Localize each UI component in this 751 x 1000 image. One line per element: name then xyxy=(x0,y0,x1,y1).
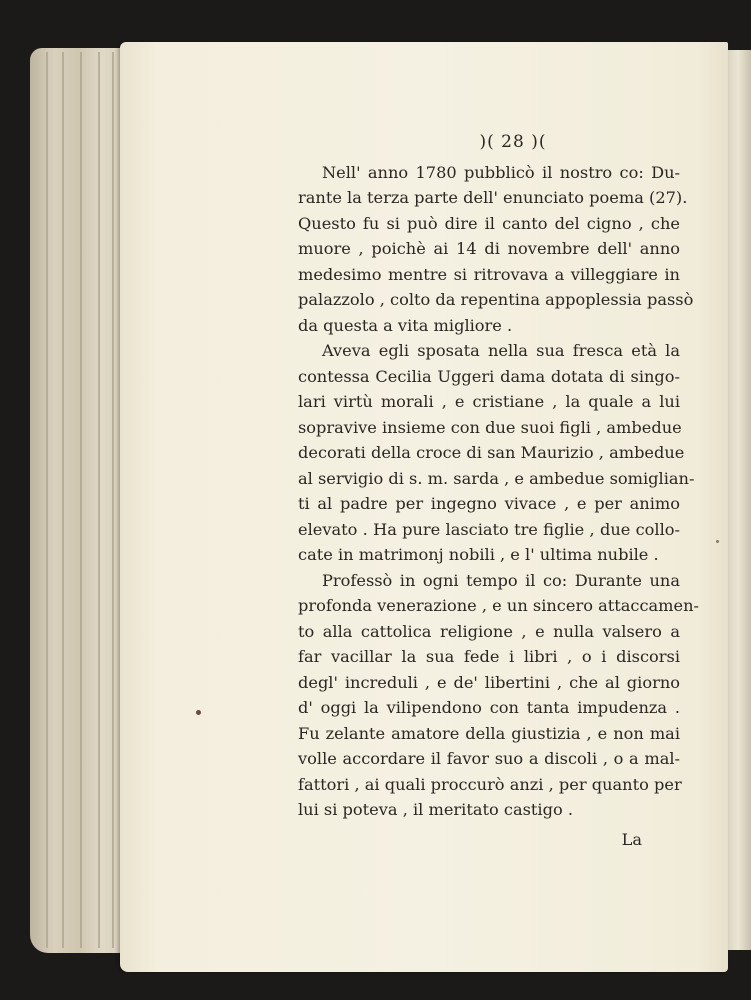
text-line: cate in matrimonj nobili , e l' ultima nubile . xyxy=(298,545,659,564)
ink-speck xyxy=(196,710,201,715)
text-line: medesimo mentre si ritrovava a villeggiare in xyxy=(298,264,680,284)
paragraph-2 xyxy=(298,338,695,568)
text-line: rante la terza parte dell' enunciato poema (27). xyxy=(298,188,688,207)
ink-speck xyxy=(716,540,719,543)
text-line: Questo fu si può dire il canto del cigno , che xyxy=(298,213,680,233)
catchword: La xyxy=(621,829,642,849)
text-line: Nell' anno 1780 pubblicò il nostro co: Du- xyxy=(322,162,680,182)
text-line: decorati della croce di san Maurizio , ambedue xyxy=(298,443,685,462)
text-line: palazzolo , colto da repentina appoplessia passò xyxy=(298,290,694,309)
page-edge-line xyxy=(112,52,114,948)
text-line: muore , poichè ai 14 di novembre dell' anno xyxy=(298,239,680,258)
text-line: d' oggi la vilipendono con tanta impudenza . xyxy=(298,698,680,717)
page-text xyxy=(298,130,700,852)
text-line: profonda venerazione , e un sincero attaccamen- xyxy=(298,596,700,615)
text-line: al servigio di s. m. sarda , e ambedue somiglian- xyxy=(298,468,695,488)
page-edge-line xyxy=(80,52,82,948)
page-header: )( 28 )( xyxy=(479,132,547,152)
text-line: da questa a vita migliore . xyxy=(298,315,513,335)
text-line: far vacillar la sua fede i libri , o i discorsi xyxy=(298,647,680,666)
text-line: sopravive insieme con due suoi figli , ambedue xyxy=(298,417,682,437)
text-line: fattori , ai quali proccurò anzi , per quanto per xyxy=(298,774,682,794)
page-edge-line xyxy=(98,52,100,948)
page-edge-line xyxy=(46,52,48,948)
paragraph-1 xyxy=(298,160,694,339)
text-line: volle accordare il favor suo a discoli , o a mal- xyxy=(298,749,680,768)
text-line: contessa Cecilia Uggeri dama dotata di singo- xyxy=(298,366,680,386)
text-line: Aveva egli sposata nella sua fresca età la xyxy=(322,341,680,360)
text-line: degl' increduli , e de' libertini , che al giorno xyxy=(298,672,680,692)
text-line: Fu zelante amatore della giustizia , e non mai xyxy=(298,723,680,743)
text-line: lui si poteva , il meritato castigo . xyxy=(298,800,573,819)
page-edges-right xyxy=(725,50,751,950)
text-line: lari virtù morali , e cristiane , la quale a lui xyxy=(298,392,680,411)
page-edge-line xyxy=(62,52,64,948)
text-line: to alla cattolica religione , e nulla valsero a xyxy=(298,621,680,641)
text-line: ti al padre per ingegno vivace , e per animo xyxy=(298,494,680,513)
paragraph-3 xyxy=(298,568,700,823)
text-line: Professò in ogni tempo il co: Durante una xyxy=(322,570,680,590)
text-line: elevato . Ha pure lasciato tre figlie , due collo- xyxy=(298,519,680,539)
